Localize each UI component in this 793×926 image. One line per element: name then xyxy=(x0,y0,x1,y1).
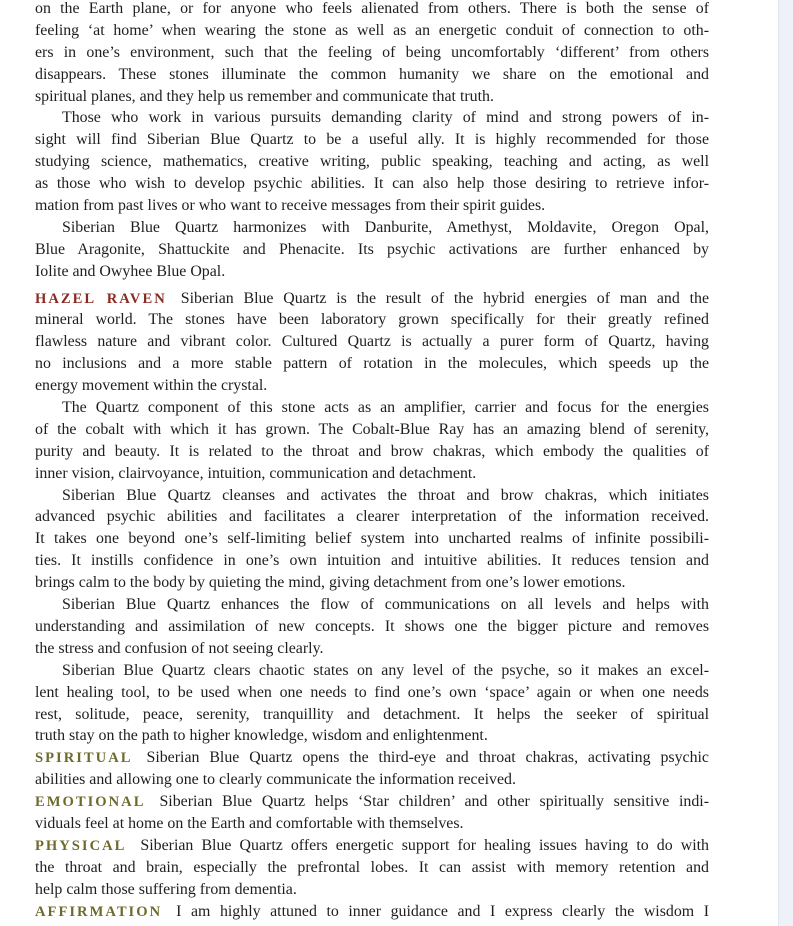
labeled-paragraph xyxy=(35,901,709,923)
text-line: sight will find Siberian Blue Quartz to be a useful ally. It is highly recommended for those xyxy=(35,131,709,149)
section-label: SPIRITUAL xyxy=(35,750,133,767)
labeled-paragraph xyxy=(35,288,709,397)
text-line: rest, solitude, peace, serenity, tranquillity and detachment. It helps the seeker of spiritual xyxy=(35,705,709,723)
section-label: HAZEL RAVEN xyxy=(35,290,167,307)
paragraph xyxy=(35,0,709,107)
section-label: EMOTIONAL xyxy=(35,794,146,811)
text-line: The Quartz component of this stone acts as an amplifier, carrier and focus for the energies xyxy=(62,399,709,417)
text-line: energy movement within the crystal. xyxy=(35,377,268,395)
text-line: feeling ‘at home’ when wearing the stone as well as an energetic conduit of connection to oth- xyxy=(35,21,709,39)
text-line: truth stay on the path to higher knowledge, wisdom and enlightenment. xyxy=(35,727,488,745)
text-line: viduals feel at home on the Earth and comfortable with themselves. xyxy=(35,814,464,832)
text-line: PHYSICAL Siberian Blue Quartz offers energetic support for healing issues having to do with xyxy=(35,836,709,854)
text-line: spiritual planes, and they help us remember and communicate that truth. xyxy=(35,87,494,105)
text-line: SPIRITUAL Siberian Blue Quartz opens the third-eye and throat chakras, activating psychic xyxy=(35,749,709,767)
text-line: the throat and brain, especially the prefrontal lobes. It can assist with memory retention and xyxy=(35,858,709,876)
labeled-paragraph xyxy=(35,791,709,835)
text-line: studying science, mathematics, creative writing, public speaking, teaching and acting, as well xyxy=(35,153,709,171)
text-line: advanced psychic abilities and facilitates a clearer interpretation of the information received. xyxy=(35,508,709,526)
labeled-paragraph xyxy=(35,747,709,791)
text-line: on the Earth plane, or for anyone who feels alienated from others. There is both the sense of xyxy=(35,0,709,17)
scrollbar-track[interactable] xyxy=(778,0,793,926)
text-line: brings calm to the body by quieting the mind, giving detachment from one’s lower emotions. xyxy=(35,574,626,592)
section-label: PHYSICAL xyxy=(35,837,127,854)
text-line: It takes one beyond one’s self-limiting belief system into uncharted realms of infinite possibili- xyxy=(35,530,709,548)
text-line: AFFIRMATION I am highly attuned to inner guidance and I express clearly the wisdom I xyxy=(35,902,709,920)
paragraph xyxy=(35,107,709,216)
text-line: purity and beauty. It is related to the throat and brow chakras, which embody the qualities of xyxy=(35,442,709,460)
text-line: ties. It instills confidence in one’s own intuition and intuitive abilities. It reduces tension and xyxy=(35,552,709,570)
text-line: ers in one’s environment, such that the feeling of being uncomfortably ‘different’ from others xyxy=(35,43,709,61)
text-line: Those who work in various pursuits demanding clarity of mind and strong powers of in- xyxy=(62,109,709,127)
text-line: lent healing tool, to be used when one needs to find one’s own ‘space’ again or when one needs xyxy=(35,683,709,701)
text-line: Iolite and Owyhee Blue Opal. xyxy=(35,262,226,280)
text-line: help calm those suffering from dementia. xyxy=(35,880,297,898)
paragraph xyxy=(35,217,709,283)
text-line: disappears. These stones illuminate the common humanity we share on the emotional and xyxy=(35,65,709,83)
page-text xyxy=(35,0,709,922)
text-line: Siberian Blue Quartz cleanses and activates the throat and brow chakras, which initiates xyxy=(62,486,709,504)
text-line: the stress and confusion of not seeing clearly. xyxy=(35,639,324,657)
paragraph xyxy=(35,485,709,594)
text-line: understanding and assimilation of new concepts. It shows one the bigger picture and removes xyxy=(35,617,709,635)
text-line: flawless nature and vibrant color. Cultured Quartz is actually a purer form of Quartz, having xyxy=(35,333,709,351)
paragraph xyxy=(35,397,709,485)
text-line: mation from past lives or who want to receive messages from their spirit guides. xyxy=(35,197,546,215)
section-label: AFFIRMATION xyxy=(35,903,163,920)
paragraph xyxy=(35,660,709,748)
text-line: Siberian Blue Quartz enhances the flow of communications on all levels and helps with xyxy=(62,596,709,614)
text-line: abilities and allowing one to clearly communicate the information received. xyxy=(35,771,516,789)
text-line: of the cobalt with which it has grown. The Cobalt-Blue Ray has an amazing blend of serenity, xyxy=(35,420,709,438)
text-line: as those who wish to develop psychic abilities. It can also help those desiring to retrieve infor- xyxy=(35,175,709,193)
text-line: inner vision, clairvoyance, intuition, communication and detachment. xyxy=(35,464,477,482)
text-line: Blue Aragonite, Shattuckite and Phenacite. Its psychic activations are further enhanced by xyxy=(35,240,709,258)
text-line: mineral world. The stones have been laboratory grown specifically for their greatly refined xyxy=(35,311,709,329)
text-line: Siberian Blue Quartz clears chaotic states on any level of the psyche, so it makes an excel- xyxy=(62,661,709,679)
text-line: no inclusions and a more stable pattern of rotation in the molecules, which speeds up the xyxy=(35,355,709,373)
text-line: EMOTIONAL Siberian Blue Quartz helps ‘Star children’ and other spiritually sensitive indi- xyxy=(35,793,709,811)
labeled-paragraph xyxy=(35,835,709,901)
text-line: Siberian Blue Quartz harmonizes with Danburite, Amethyst, Moldavite, Oregon Opal, xyxy=(62,218,709,236)
paragraph xyxy=(35,594,709,660)
text-line: HAZEL RAVEN Siberian Blue Quartz is the result of the hybrid energies of man and the xyxy=(35,289,709,307)
